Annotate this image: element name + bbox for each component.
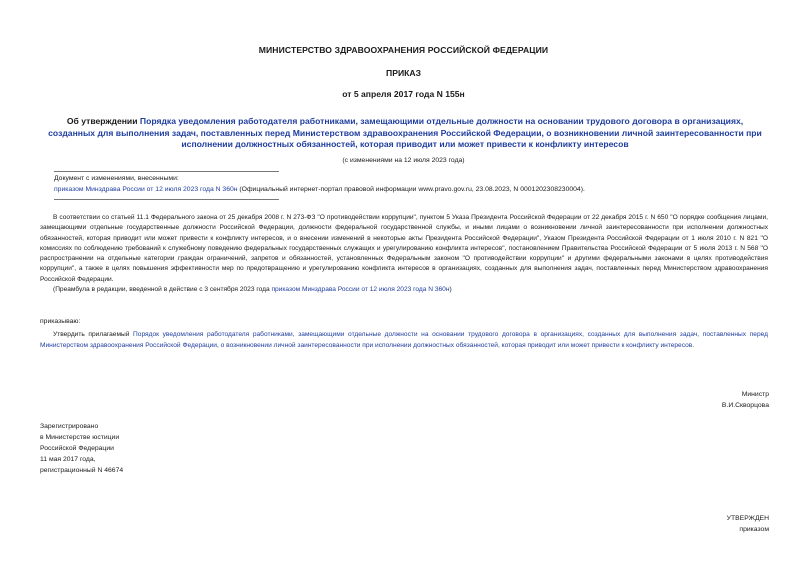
divider-top xyxy=(54,171,279,172)
order-word: приказываю: xyxy=(40,318,81,325)
changes-row xyxy=(54,184,585,195)
registration-line: регистрационный N 46674 xyxy=(40,467,124,474)
approve-paragraph xyxy=(40,329,768,351)
title-procedure-link[interactable]: Порядка уведомления работодателя работниками, замещающими отдельные должности на основании трудового договора в организациях, созданных для выполнения задач, поставленных перед Министерством здравоохранения Российской Федерации, о возникновении личной заинтересованности при исполнении должностных обязанностей, которая приводит или может привести к конфликту интересов xyxy=(48,116,762,149)
registration-line: 11 мая 2017 года, xyxy=(40,456,96,463)
approve-prefix: Утвердить прилагаемый xyxy=(53,331,134,338)
document-changes-block xyxy=(54,173,585,195)
signature-block xyxy=(722,390,769,411)
preamble-edition-note xyxy=(40,285,768,295)
approve-suffix: . xyxy=(692,342,695,349)
registration-block xyxy=(40,421,123,476)
changes-note: (с изменениями на 12 июля 2023 года) xyxy=(342,157,465,164)
title-prefix: Об утверждении xyxy=(66,116,140,126)
order-date-number: от 5 апреля 2017 года N 155н xyxy=(342,89,465,99)
signatory-position: Министр xyxy=(741,391,769,398)
edition-suffix: ) xyxy=(449,286,452,294)
signatory-name: В.И.Скворцова xyxy=(721,401,769,409)
approved-by-line: приказом xyxy=(739,525,769,533)
divider-bottom xyxy=(54,199,279,200)
edition-order-link[interactable]: приказом Минздрава России от 12 июля 2023 года N 360н xyxy=(271,286,450,294)
preamble xyxy=(40,213,768,295)
registration-line: Зарегистрировано xyxy=(40,423,99,430)
changes-heading: Документ с изменениями, внесенными: xyxy=(54,175,179,182)
document-title xyxy=(44,116,766,151)
preamble-text: В соответствии со статьей 11.1 Федерального закона от 25 декабря 2008 г. N 273-ФЗ "О противодействии коррупции", пунктом 5 Указа Президента Российской Федерации от 22 декабря 2015 г. N 650 "О порядке сообщения лицами, замещающими отдельные государственные должности Российской Федерации, должности федеральной государственной службы, и иными лицами о возникновении личной заинтересованности при исполнении должностных обязанностей, которая приводит или может привести к конфликту интересов, и о внесении изменений в некоторые акты Президента Российской Федерации", Указом Президента Российской Федерации от 1 июля 2010 г. N 821 "О комиссиях по соблюдению требований к служебному поведению федеральных государственных служащих и урегулированию конфликта интересов", постановлением Правительства Российской Федерации от 5 июля 2013 г. N 568 "О распространении на отдельные категории граждан ограничений, запретов и обязанностей, установленных Федеральным законом "О противодействии коррупции" и другими федеральными законами в целях противодействия коррупции", а также в целях повышения эффективности мер по предотвращению и урегулированию конфликта интересов в организациях, созданных для выполнения задач, поставленных перед Министерством здравоохранения Российской Федерации. xyxy=(40,214,768,283)
changes-source: (Официальный интернет-портал правовой информации www.pravo.gov.ru, 23.08.2023, N 0001202308230004). xyxy=(237,186,585,193)
changes-order-link[interactable]: приказом Минздрава России от 12 июля 2023 года N 360н xyxy=(54,186,238,193)
ministry-heading: МИНИСТЕРСТВО ЗДРАВООХРАНЕНИЯ РОССИЙСКОЙ ФЕДЕРАЦИИ xyxy=(258,45,549,55)
doc-type-heading: ПРИКАЗ xyxy=(386,68,421,78)
approved-stamp xyxy=(727,514,769,535)
registration-line: Российской Федерации xyxy=(40,445,114,452)
approved-line: УТВЕРЖДЕН xyxy=(726,515,769,522)
approve-procedure-link[interactable]: Порядок уведомления работодателя работниками, замещающими отдельные должности на основании трудового договора в организациях, созданных для выполнения задач, поставленных перед Министерством здравоохранения Российской Федерации, о возникновении личной заинтересованности при исполнении должностных обязанностей, которая приводит или может привести к конфликту интересов xyxy=(40,331,768,349)
registration-line: в Министерстве юстиции xyxy=(40,434,120,441)
edition-prefix: (Преамбула в редакции, введенной в действие с 3 сентября 2023 года xyxy=(53,286,272,294)
